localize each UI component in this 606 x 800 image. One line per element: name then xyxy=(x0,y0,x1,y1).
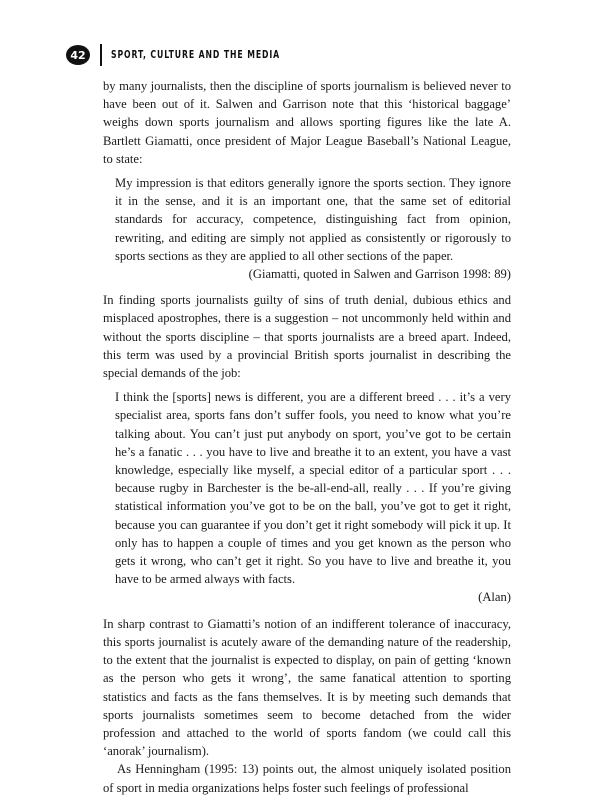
block-quote-1-citation: (Giamatti, quoted in Salwen and Garrison 1998: 89) xyxy=(248,267,511,282)
page-number: 42 xyxy=(66,45,90,65)
paragraph-1: by many journalists, then the discipline of sports journalism is believed never to have been out of it. Salwen and Garrison note that this ‘historical baggage’ weighs down sports journalism and allows sporting figures like the late A. Bartlett Giamatti, once president of Major League Baseball’s National League, to state: xyxy=(103,79,511,166)
running-head-title: SPORT, CULTURE AND THE MEDIA xyxy=(111,49,281,61)
block-quote-1-text: My impression is that editors generally ignore the sports section. They ignore it in the sense, and it is an important one, that the same set of editorial standards for accuracy, competence, distinguishing fact from opinion, rewriting, and editing are simply not applied as consistently or rigorously to sports sections as they are applied to all other sections of the paper. xyxy=(115,176,511,263)
block-quote-2-citation: (Alan) xyxy=(478,590,511,605)
header-divider xyxy=(100,44,102,66)
block-quote-2-text: I think the [sports] news is different, you are a different breed . . . it’s a very specialist area, sports fans don’t suffer fools, you need to know what you’re talking about. You can’t just put anybody on sport, you’ve got to be certain he’s a fanatic . . . you have to live and breathe it to an extent, you have a vast knowledge, especially like myself, a special editor of a particular sport . . . because rugby in Barchester is the be-all-end-all, really . . . If you’re giving statistical information you’ve got to be on the ball, you’ve got to get it right, because you can guarantee if you don’t get it right somebody will pick it up. It only has to happen a couple of times and you get known as the person who gets it wrong, who can’t get it right. So you have to live and breathe it, you have to be armed always with facts. xyxy=(115,390,511,587)
paragraph-3: In sharp contrast to Giamatti’s notion of an indifferent tolerance of inaccuracy, this sports journalist is acutely aware of the demanding nature of the readership, to the extent that the journalist is expected to display, on pain of getting ‘known as the person who gets it wrong’, the same fanatical attention to sporting statistics and facts as the fans themselves. It is by meeting such demands that sports journalists sometimes seem to become detached from the wider profession and attached to the world of sports fandom (we could call this ‘anorak’ journalism). xyxy=(103,616,511,759)
page-body xyxy=(103,77,511,797)
block-quote-2 xyxy=(115,388,511,606)
running-header xyxy=(66,42,317,68)
paragraph-2: In finding sports journalists guilty of sins of truth denial, dubious ethics and misplaced apostrophes, there is a suggestion – not uncommonly held within and without the sports discipline – that sports journalists are a breed apart. Indeed, this term was used by a provincial British sports journalist in describing the special demands of the job: xyxy=(103,293,511,381)
block-quote-1 xyxy=(115,174,511,283)
paragraph-4: As Henningham (1995: 13) points out, the almost uniquely isolated position of sport in media organizations helps foster such feelings of professional xyxy=(103,762,511,795)
